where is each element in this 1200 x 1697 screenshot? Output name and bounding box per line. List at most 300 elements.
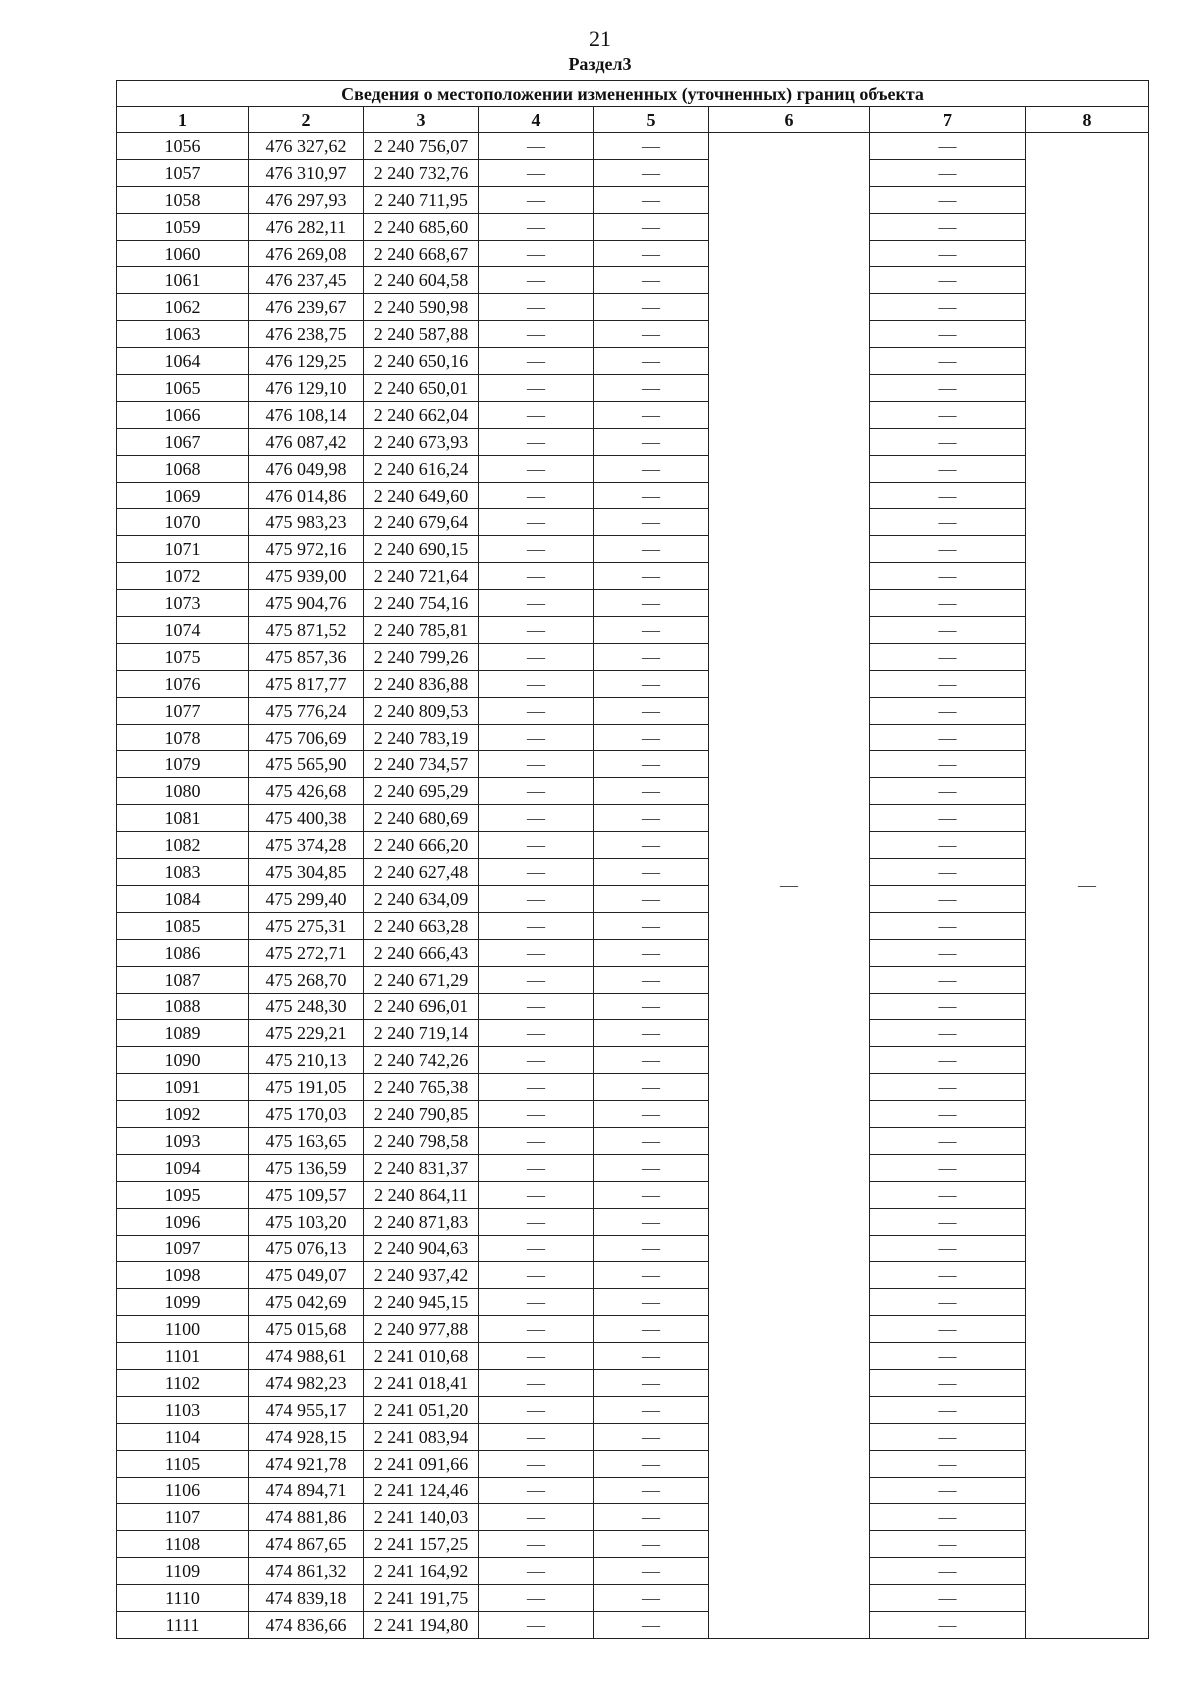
y-coordinate-cell: 2 240 671,29: [364, 966, 479, 993]
table-row: [117, 267, 1149, 294]
column-7-cell: —: [870, 966, 1026, 993]
column-4-cell: —: [479, 993, 594, 1020]
column-4-cell: —: [479, 724, 594, 751]
table-row: [117, 805, 1149, 832]
point-number-cell: 1098: [117, 1262, 249, 1289]
column-5-cell: —: [594, 617, 709, 644]
point-number-cell: 1058: [117, 186, 249, 213]
point-number-cell: 1108: [117, 1531, 249, 1558]
y-coordinate-cell: 2 240 798,58: [364, 1127, 479, 1154]
y-coordinate-cell: 2 240 634,09: [364, 885, 479, 912]
column-5-cell: —: [594, 509, 709, 536]
column-7-cell: —: [870, 1235, 1026, 1262]
point-number-cell: 1059: [117, 213, 249, 240]
table-row: [117, 294, 1149, 321]
x-coordinate-cell: 475 776,24: [249, 697, 364, 724]
column-7-cell: —: [870, 375, 1026, 402]
column-7-cell: —: [870, 859, 1026, 886]
column-4-cell: —: [479, 1154, 594, 1181]
column-7-cell: —: [870, 832, 1026, 859]
column-4-cell: —: [479, 1020, 594, 1047]
y-coordinate-cell: 2 240 756,07: [364, 133, 479, 160]
table-row: [117, 509, 1149, 536]
column-7-cell: —: [870, 751, 1026, 778]
table-row: [117, 885, 1149, 912]
column-5-cell: —: [594, 1235, 709, 1262]
table-row: [117, 159, 1149, 186]
point-number-cell: 1094: [117, 1154, 249, 1181]
column-5-cell: —: [594, 939, 709, 966]
column-7-cell: —: [870, 1020, 1026, 1047]
x-coordinate-cell: 474 894,71: [249, 1477, 364, 1504]
column-7-cell: —: [870, 1208, 1026, 1235]
column-6-merged-cell: —: [709, 133, 870, 1639]
y-coordinate-cell: 2 240 871,83: [364, 1208, 479, 1235]
x-coordinate-cell: 475 275,31: [249, 912, 364, 939]
x-coordinate-cell: 476 049,98: [249, 455, 364, 482]
column-4-cell: —: [479, 1396, 594, 1423]
point-number-cell: 1057: [117, 159, 249, 186]
column-7-cell: —: [870, 724, 1026, 751]
table-row: [117, 697, 1149, 724]
y-coordinate-cell: 2 241 194,80: [364, 1611, 479, 1638]
x-coordinate-cell: 474 861,32: [249, 1558, 364, 1585]
column-5-cell: —: [594, 159, 709, 186]
point-number-cell: 1065: [117, 375, 249, 402]
coordinates-table: [116, 80, 1149, 1639]
column-4-cell: —: [479, 563, 594, 590]
column-5-cell: —: [594, 1343, 709, 1370]
column-7-cell: —: [870, 1262, 1026, 1289]
x-coordinate-cell: 475 904,76: [249, 590, 364, 617]
column-5-cell: —: [594, 1477, 709, 1504]
column-4-cell: —: [479, 159, 594, 186]
column-7-cell: —: [870, 1154, 1026, 1181]
table-row: [117, 832, 1149, 859]
point-number-cell: 1080: [117, 778, 249, 805]
column-5-cell: —: [594, 1504, 709, 1531]
table-body: [117, 133, 1149, 1639]
column-5-cell: —: [594, 1262, 709, 1289]
table-row: [117, 1262, 1149, 1289]
point-number-cell: 1084: [117, 885, 249, 912]
column-4-cell: —: [479, 966, 594, 993]
table-row: [117, 1316, 1149, 1343]
y-coordinate-cell: 2 241 191,75: [364, 1585, 479, 1612]
column-7-cell: —: [870, 778, 1026, 805]
table-row: [117, 1423, 1149, 1450]
x-coordinate-cell: 476 310,97: [249, 159, 364, 186]
column-4-cell: —: [479, 455, 594, 482]
table-row: [117, 1020, 1149, 1047]
x-coordinate-cell: 475 049,07: [249, 1262, 364, 1289]
table-row: [117, 1154, 1149, 1181]
point-number-cell: 1106: [117, 1477, 249, 1504]
column-4-cell: —: [479, 240, 594, 267]
column-7-cell: —: [870, 1504, 1026, 1531]
column-7-cell: —: [870, 885, 1026, 912]
column-5-cell: —: [594, 1316, 709, 1343]
x-coordinate-cell: 475 103,20: [249, 1208, 364, 1235]
column-5-cell: —: [594, 805, 709, 832]
column-7-cell: —: [870, 1558, 1026, 1585]
y-coordinate-cell: 2 240 783,19: [364, 724, 479, 751]
column-5-cell: —: [594, 455, 709, 482]
column-number-5: 5: [594, 107, 709, 133]
point-number-cell: 1088: [117, 993, 249, 1020]
column-5-cell: —: [594, 321, 709, 348]
y-coordinate-cell: 2 240 662,04: [364, 401, 479, 428]
point-number-cell: 1064: [117, 348, 249, 375]
y-coordinate-cell: 2 241 140,03: [364, 1504, 479, 1531]
point-number-cell: 1085: [117, 912, 249, 939]
column-7-cell: —: [870, 133, 1026, 160]
y-coordinate-cell: 2 241 157,25: [364, 1531, 479, 1558]
table-row: [117, 1101, 1149, 1128]
column-4-cell: —: [479, 294, 594, 321]
point-number-cell: 1077: [117, 697, 249, 724]
column-7-cell: —: [870, 536, 1026, 563]
x-coordinate-cell: 475 272,71: [249, 939, 364, 966]
column-7-cell: —: [870, 993, 1026, 1020]
y-coordinate-cell: 2 240 904,63: [364, 1235, 479, 1262]
table-row: [117, 1477, 1149, 1504]
column-7-cell: —: [870, 428, 1026, 455]
section-title: Раздел3: [568, 54, 632, 74]
column-5-cell: —: [594, 724, 709, 751]
x-coordinate-cell: 475 210,13: [249, 1047, 364, 1074]
x-coordinate-cell: 475 163,65: [249, 1127, 364, 1154]
column-4-cell: —: [479, 1127, 594, 1154]
column-4-cell: —: [479, 1262, 594, 1289]
table-row: [117, 1558, 1149, 1585]
x-coordinate-cell: 474 982,23: [249, 1369, 364, 1396]
x-coordinate-cell: 475 015,68: [249, 1316, 364, 1343]
x-coordinate-cell: 475 426,68: [249, 778, 364, 805]
column-7-cell: —: [870, 267, 1026, 294]
table-row: [117, 1235, 1149, 1262]
column-7-cell: —: [870, 1585, 1026, 1612]
column-4-cell: —: [479, 751, 594, 778]
column-7-cell: —: [870, 1611, 1026, 1638]
column-4-cell: —: [479, 1369, 594, 1396]
column-5-cell: —: [594, 1369, 709, 1396]
y-coordinate-cell: 2 240 721,64: [364, 563, 479, 590]
point-number-cell: 1092: [117, 1101, 249, 1128]
column-4-cell: —: [479, 670, 594, 697]
column-7-cell: —: [870, 912, 1026, 939]
column-7-cell: —: [870, 213, 1026, 240]
column-7-cell: —: [870, 1343, 1026, 1370]
y-coordinate-cell: 2 241 018,41: [364, 1369, 479, 1396]
column-5-cell: —: [594, 375, 709, 402]
column-5-cell: —: [594, 859, 709, 886]
column-5-cell: —: [594, 1101, 709, 1128]
y-coordinate-cell: 2 241 051,20: [364, 1396, 479, 1423]
column-7-cell: —: [870, 1047, 1026, 1074]
table-row: [117, 428, 1149, 455]
x-coordinate-cell: 474 955,17: [249, 1396, 364, 1423]
table-row: [117, 563, 1149, 590]
point-number-cell: 1063: [117, 321, 249, 348]
point-number-cell: 1105: [117, 1450, 249, 1477]
point-number-cell: 1081: [117, 805, 249, 832]
column-5-cell: —: [594, 213, 709, 240]
y-coordinate-cell: 2 240 785,81: [364, 617, 479, 644]
table-row: [117, 1611, 1149, 1638]
y-coordinate-cell: 2 240 765,38: [364, 1074, 479, 1101]
table-row: [117, 240, 1149, 267]
column-7-cell: —: [870, 455, 1026, 482]
column-number-row: [117, 107, 1149, 133]
column-5-cell: —: [594, 401, 709, 428]
column-7-cell: —: [870, 697, 1026, 724]
x-coordinate-cell: 475 565,90: [249, 751, 364, 778]
y-coordinate-cell: 2 240 650,01: [364, 375, 479, 402]
point-number-cell: 1107: [117, 1504, 249, 1531]
table-row: [117, 724, 1149, 751]
table-row: [117, 186, 1149, 213]
column-5-cell: —: [594, 482, 709, 509]
x-coordinate-cell: 474 921,78: [249, 1450, 364, 1477]
x-coordinate-cell: 474 928,15: [249, 1423, 364, 1450]
table-row: [117, 939, 1149, 966]
y-coordinate-cell: 2 240 754,16: [364, 590, 479, 617]
y-coordinate-cell: 2 240 977,88: [364, 1316, 479, 1343]
y-coordinate-cell: 2 240 616,24: [364, 455, 479, 482]
table-row: [117, 1289, 1149, 1316]
y-coordinate-cell: 2 240 690,15: [364, 536, 479, 563]
point-number-cell: 1100: [117, 1316, 249, 1343]
column-5-cell: —: [594, 1181, 709, 1208]
column-5-cell: —: [594, 885, 709, 912]
column-7-cell: —: [870, 805, 1026, 832]
y-coordinate-cell: 2 240 587,88: [364, 321, 479, 348]
column-number-3: 3: [364, 107, 479, 133]
x-coordinate-cell: 476 297,93: [249, 186, 364, 213]
x-coordinate-cell: 475 304,85: [249, 859, 364, 886]
column-4-cell: —: [479, 1558, 594, 1585]
point-number-cell: 1072: [117, 563, 249, 590]
x-coordinate-cell: 475 817,77: [249, 670, 364, 697]
x-coordinate-cell: 476 238,75: [249, 321, 364, 348]
x-coordinate-cell: 475 871,52: [249, 617, 364, 644]
x-coordinate-cell: 475 229,21: [249, 1020, 364, 1047]
column-7-cell: —: [870, 1101, 1026, 1128]
x-coordinate-cell: 475 076,13: [249, 1235, 364, 1262]
column-4-cell: —: [479, 778, 594, 805]
column-5-cell: —: [594, 186, 709, 213]
point-number-cell: 1067: [117, 428, 249, 455]
x-coordinate-cell: 474 867,65: [249, 1531, 364, 1558]
x-coordinate-cell: 475 857,36: [249, 643, 364, 670]
point-number-cell: 1069: [117, 482, 249, 509]
y-coordinate-cell: 2 240 732,76: [364, 159, 479, 186]
y-coordinate-cell: 2 240 590,98: [364, 294, 479, 321]
column-4-cell: —: [479, 1611, 594, 1638]
point-number-cell: 1089: [117, 1020, 249, 1047]
column-4-cell: —: [479, 1531, 594, 1558]
y-coordinate-cell: 2 240 734,57: [364, 751, 479, 778]
column-5-cell: —: [594, 697, 709, 724]
column-4-cell: —: [479, 1423, 594, 1450]
x-coordinate-cell: 476 269,08: [249, 240, 364, 267]
y-coordinate-cell: 2 240 680,69: [364, 805, 479, 832]
table-row: [117, 1531, 1149, 1558]
point-number-cell: 1074: [117, 617, 249, 644]
table-row: [117, 1504, 1149, 1531]
x-coordinate-cell: 475 983,23: [249, 509, 364, 536]
table-row: [117, 1208, 1149, 1235]
x-coordinate-cell: 476 327,62: [249, 133, 364, 160]
column-4-cell: —: [479, 1585, 594, 1612]
y-coordinate-cell: 2 240 799,26: [364, 643, 479, 670]
column-4-cell: —: [479, 1477, 594, 1504]
column-7-cell: —: [870, 939, 1026, 966]
column-7-cell: —: [870, 1531, 1026, 1558]
point-number-cell: 1082: [117, 832, 249, 859]
y-coordinate-cell: 2 241 091,66: [364, 1450, 479, 1477]
column-5-cell: —: [594, 670, 709, 697]
point-number-cell: 1061: [117, 267, 249, 294]
column-4-cell: —: [479, 912, 594, 939]
column-4-cell: —: [479, 1289, 594, 1316]
page-number: 21: [589, 26, 611, 51]
point-number-cell: 1095: [117, 1181, 249, 1208]
column-7-cell: —: [870, 1127, 1026, 1154]
table-row: [117, 348, 1149, 375]
column-5-cell: —: [594, 1289, 709, 1316]
y-coordinate-cell: 2 240 864,11: [364, 1181, 479, 1208]
table-row: [117, 1181, 1149, 1208]
column-4-cell: —: [479, 133, 594, 160]
table-row: [117, 1369, 1149, 1396]
column-5-cell: —: [594, 1611, 709, 1638]
point-number-cell: 1109: [117, 1558, 249, 1585]
x-coordinate-cell: 476 129,25: [249, 348, 364, 375]
column-4-cell: —: [479, 1181, 594, 1208]
column-5-cell: —: [594, 590, 709, 617]
column-7-cell: —: [870, 186, 1026, 213]
column-5-cell: —: [594, 778, 709, 805]
x-coordinate-cell: 476 087,42: [249, 428, 364, 455]
column-4-cell: —: [479, 509, 594, 536]
y-coordinate-cell: 2 240 809,53: [364, 697, 479, 724]
x-coordinate-cell: 475 374,28: [249, 832, 364, 859]
table-row: [117, 1047, 1149, 1074]
table-row: [117, 966, 1149, 993]
x-coordinate-cell: 475 939,00: [249, 563, 364, 590]
column-5-cell: —: [594, 1423, 709, 1450]
column-number-4: 4: [479, 107, 594, 133]
column-7-cell: —: [870, 1316, 1026, 1343]
point-number-cell: 1103: [117, 1396, 249, 1423]
column-5-cell: —: [594, 1047, 709, 1074]
column-5-cell: —: [594, 563, 709, 590]
column-7-cell: —: [870, 1423, 1026, 1450]
point-number-cell: 1086: [117, 939, 249, 966]
table-row: [117, 912, 1149, 939]
point-number-cell: 1070: [117, 509, 249, 536]
point-number-cell: 1110: [117, 1585, 249, 1612]
table-row: [117, 617, 1149, 644]
column-number-6: 6: [709, 107, 870, 133]
y-coordinate-cell: 2 240 679,64: [364, 509, 479, 536]
column-4-cell: —: [479, 536, 594, 563]
y-coordinate-cell: 2 240 695,29: [364, 778, 479, 805]
column-4-cell: —: [479, 267, 594, 294]
column-4-cell: —: [479, 617, 594, 644]
column-7-cell: —: [870, 240, 1026, 267]
column-4-cell: —: [479, 1101, 594, 1128]
column-4-cell: —: [479, 643, 594, 670]
table-caption-row: [117, 81, 1149, 107]
column-7-cell: —: [870, 401, 1026, 428]
column-5-cell: —: [594, 348, 709, 375]
column-7-cell: —: [870, 1181, 1026, 1208]
column-5-cell: —: [594, 1074, 709, 1101]
x-coordinate-cell: 475 191,05: [249, 1074, 364, 1101]
x-coordinate-cell: 474 839,18: [249, 1585, 364, 1612]
x-coordinate-cell: 476 129,10: [249, 375, 364, 402]
column-4-cell: —: [479, 805, 594, 832]
point-number-cell: 1090: [117, 1047, 249, 1074]
point-number-cell: 1101: [117, 1343, 249, 1370]
y-coordinate-cell: 2 240 668,67: [364, 240, 479, 267]
column-4-cell: —: [479, 1235, 594, 1262]
column-7-cell: —: [870, 159, 1026, 186]
table-row: [117, 1396, 1149, 1423]
column-4-cell: —: [479, 428, 594, 455]
y-coordinate-cell: 2 241 010,68: [364, 1343, 479, 1370]
column-5-cell: —: [594, 966, 709, 993]
column-5-cell: —: [594, 294, 709, 321]
column-5-cell: —: [594, 1020, 709, 1047]
table-row: [117, 1343, 1149, 1370]
column-4-cell: —: [479, 832, 594, 859]
x-coordinate-cell: 474 881,86: [249, 1504, 364, 1531]
column-5-cell: —: [594, 240, 709, 267]
x-coordinate-cell: 476 239,67: [249, 294, 364, 321]
column-5-cell: —: [594, 1154, 709, 1181]
x-coordinate-cell: 475 299,40: [249, 885, 364, 912]
point-number-cell: 1083: [117, 859, 249, 886]
point-number-cell: 1068: [117, 455, 249, 482]
y-coordinate-cell: 2 240 649,60: [364, 482, 479, 509]
table-row: [117, 1074, 1149, 1101]
column-4-cell: —: [479, 1316, 594, 1343]
column-7-cell: —: [870, 509, 1026, 536]
point-number-cell: 1062: [117, 294, 249, 321]
x-coordinate-cell: 475 248,30: [249, 993, 364, 1020]
y-coordinate-cell: 2 240 650,16: [364, 348, 479, 375]
table-row: [117, 482, 1149, 509]
column-4-cell: —: [479, 213, 594, 240]
y-coordinate-cell: 2 240 666,20: [364, 832, 479, 859]
column-5-cell: —: [594, 643, 709, 670]
column-4-cell: —: [479, 1450, 594, 1477]
column-4-cell: —: [479, 1074, 594, 1101]
column-5-cell: —: [594, 1396, 709, 1423]
table-row: [117, 1450, 1149, 1477]
x-coordinate-cell: 475 170,03: [249, 1101, 364, 1128]
y-coordinate-cell: 2 241 083,94: [364, 1423, 479, 1450]
table-caption: Сведения о местоположении измененных (уточненных) границ объекта: [117, 81, 1149, 107]
column-7-cell: —: [870, 321, 1026, 348]
column-5-cell: —: [594, 1208, 709, 1235]
column-7-cell: —: [870, 1369, 1026, 1396]
point-number-cell: 1104: [117, 1423, 249, 1450]
